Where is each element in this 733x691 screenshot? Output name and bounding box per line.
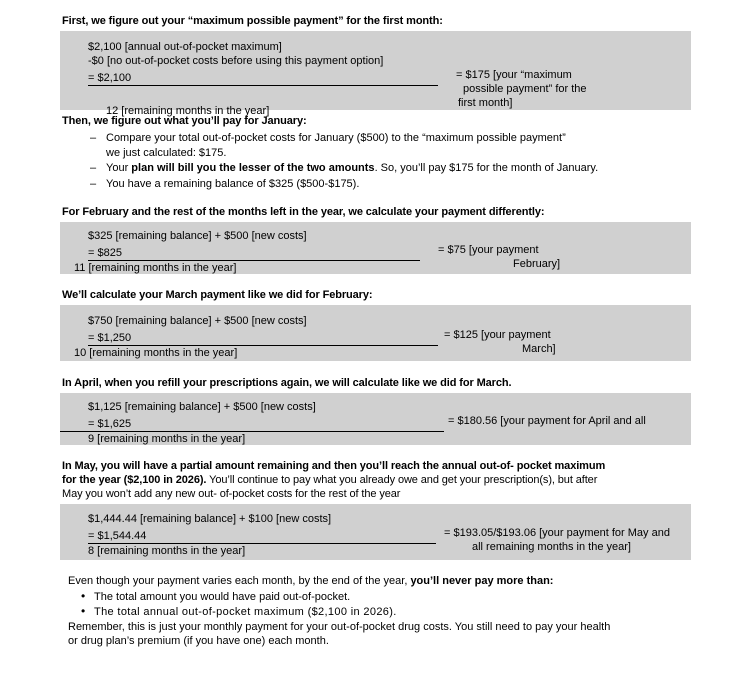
numerator-sum: = $825 [88,246,420,261]
dot-bullet-icon: • [81,588,86,603]
calculation-box-february [60,222,691,274]
numerator-sum: = $1,625 [60,417,444,432]
bullet-text-line-2: we just calculated: $175. [106,146,227,159]
calculation-box-march [60,305,691,361]
bullet-text-suffix: . So, you’ll pay $175 for the month of January. [374,162,599,174]
may-heading-regular-part: You’ll continue to pay what you already owe and get your prescription(s), but after [206,474,598,486]
list-item [62,131,691,160]
dash-bullet-icon: – [90,177,97,190]
denominator: 8 [remaining months in the year] [88,545,246,557]
calculation-box-first-month [60,31,691,117]
result-line-2: all remaining months in the year] [472,541,631,553]
bullet-text-prefix: Your [106,162,132,174]
dot-bullet-icon: • [81,603,86,618]
remember-line-1: Remember, this is just your monthly payment for your out-of-pocket drug costs. You still need to pay your health [68,620,611,633]
section-heading-first-month: First, we figure out your “maximum possible payment” for the first month: [62,15,443,27]
result-line-3: first month] [458,97,513,109]
closing-bullet-list [62,590,691,620]
may-heading-bold-line-2: for the year ($2,100 in 2026). [62,474,207,486]
result-line-2: March] [522,343,556,355]
calculation-box-april [60,393,691,445]
dash-bullet-icon: – [90,132,97,144]
fraction-first-month [60,40,438,118]
numerator-sum: = $1,544.44 [88,529,436,544]
section-heading-april: In April, when you refill your prescriptions again, we will calculate like we did for March. [62,377,512,389]
list-item [62,605,691,620]
bullet-text-line-1: Compare your total out-of-pocket costs for January ($500) to the “maximum possible payment” [106,132,566,144]
result-line-2: February] [513,258,561,270]
numerator-line-2: -$0 [no out-of-pocket costs before using this payment option] [88,55,384,67]
fraction-april [60,400,444,446]
numerator-line-1: $750 [remaining balance] + $500 [new costs] [88,315,307,327]
fraction-february [60,229,420,275]
spacer [62,560,691,574]
closing-intro-bold: you’ll never pay more than: [410,575,554,587]
may-heading-bold-line-1: In May, you will have a partial amount remaining and then you’ll reach the annual out-of- pocket maximum [62,460,606,472]
list-item [62,161,691,176]
bullet-text: The total amount you would have paid out-of-pocket. [94,590,351,603]
bullet-text: You have a remaining balance of $325 ($500-$175). [106,177,360,190]
numerator-sum: = $1,250 [88,331,438,346]
bullet-text: The total annual out-of-pocket maximum ($2,100 in 2026). [94,605,397,618]
result-line-1: = $180.56 [your payment for April and all [448,415,646,427]
numerator-line-1: $1,444.44 [remaining balance] + $100 [new costs] [88,513,332,525]
fraction-march [60,314,438,360]
list-item [62,177,691,192]
numerator-sum: = $2,100 [88,71,438,86]
calculation-box-may [60,504,691,560]
dash-bullet-icon: – [90,162,97,174]
denominator: 11 [remaining months in the year] [74,262,237,274]
result-line-1: = $193.05/$193.06 [your payment for May and [444,527,670,539]
list-item [62,590,691,605]
remember-line-2: or drug plan’s premium (if you have one) each month. [68,635,329,647]
result-line-1: = $175 [your “maximum [456,69,572,81]
closing-intro [62,574,691,589]
result-line-1: = $125 [your payment [444,329,551,341]
fraction-may [60,512,436,558]
bullet-text-bold: plan will bill you the lesser of the two amounts [131,162,375,174]
denominator: 9 [remaining months in the year] [88,433,246,445]
numerator-line-1: $325 [remaining balance] + $500 [new costs] [88,230,307,242]
section-heading-january: Then, we figure out what you’ll pay for January: [62,115,307,127]
section-heading-february: For February and the rest of the months left in the year, we calculate your payment differently: [62,206,545,218]
section-heading-may [62,459,691,501]
section-heading-march: We’ll calculate your March payment like we did for February: [62,289,373,301]
may-heading-line-3: May you won’t add any new out- of-pocket costs for the rest of the year [62,488,401,500]
denominator: 10 [remaining months in the year] [74,347,238,359]
january-bullet-list [62,131,691,191]
result-line-1: = $75 [your payment [438,244,539,256]
numerator-line-1: $1,125 [remaining balance] + $500 [new costs] [88,401,316,413]
denominator: 12 [remaining months in the year] [106,105,270,117]
closing-intro-regular: Even though your payment varies each month, by the end of the year, [68,575,411,587]
numerator-line-1: $2,100 [annual out-of-pocket maximum] [88,41,282,53]
closing-remember [62,620,691,649]
result-line-2: possible payment” for the [463,83,587,95]
